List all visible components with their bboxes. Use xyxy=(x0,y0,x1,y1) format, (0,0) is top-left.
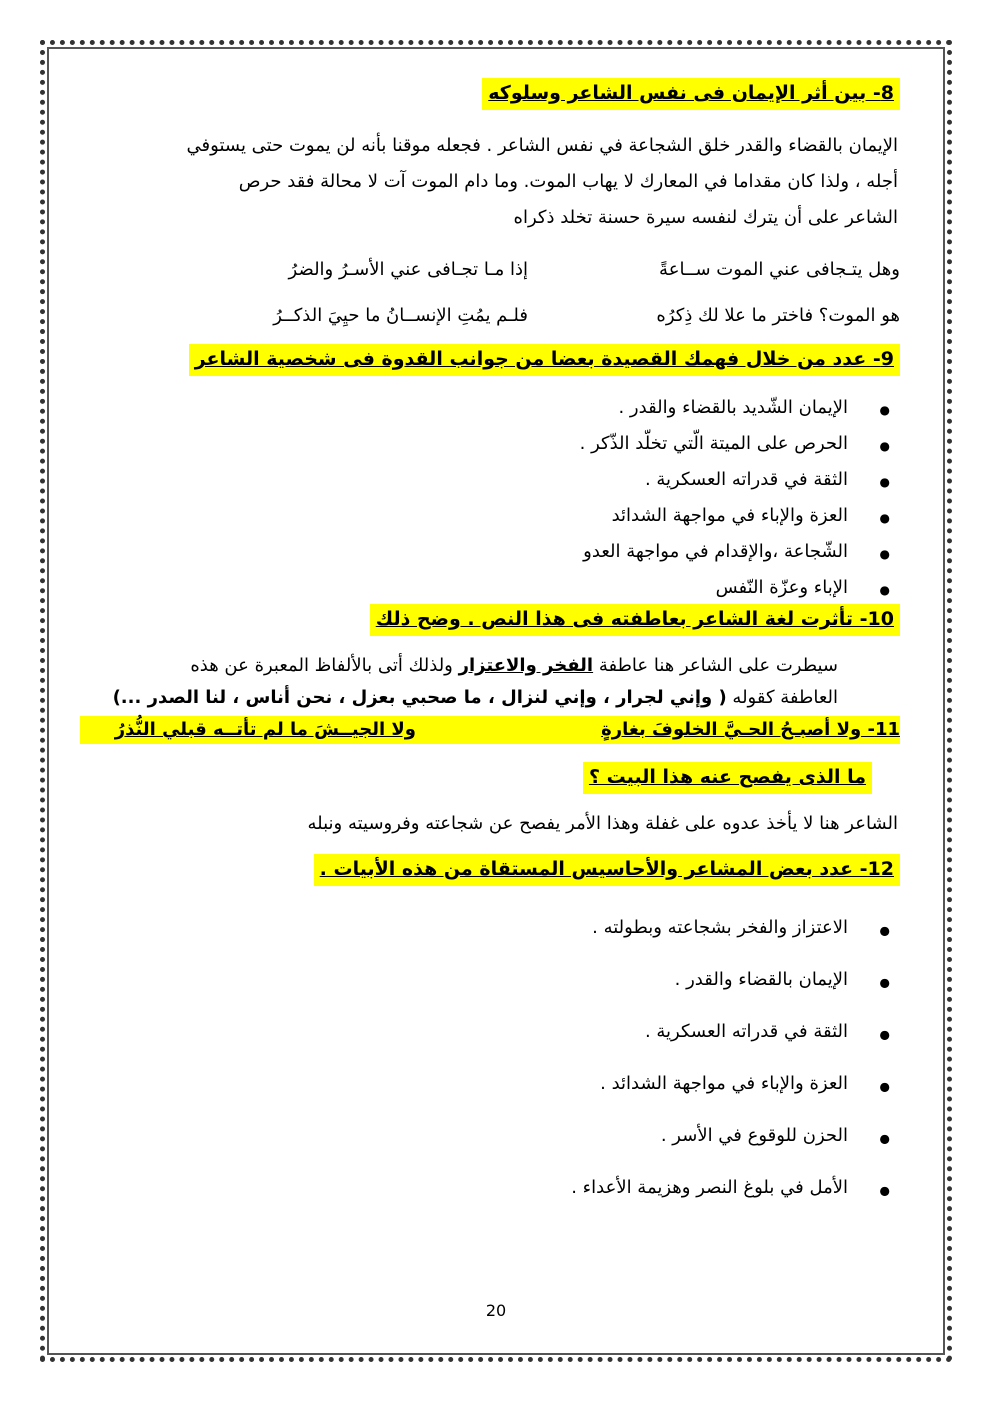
q8-answer xyxy=(88,128,900,236)
q10-answer xyxy=(88,650,900,714)
q10-heading-row xyxy=(88,604,900,636)
page-content xyxy=(88,78,900,1214)
list-item: ● العزة والإباء في مواجهة الشدائد . xyxy=(88,1058,848,1110)
text-run: العاطفة كقوله xyxy=(732,687,838,708)
list-item: ● الاعتزاز والفخر بشجاعته وبطولته . xyxy=(88,902,848,954)
q12-list xyxy=(88,902,900,1214)
list-item: ● العزة والإباء في مواجهة الشدائد xyxy=(88,498,848,534)
q10-title: 10- تأثرت لغة الشاعر بعاطفته فى هذا النص . وضح ذلك xyxy=(370,604,900,636)
verse-hemistich-left: إذا مـا تجـافى عني الأسـرُ والضرُ xyxy=(288,259,528,280)
q8-answer-line: الإيمان بالقضاء والقدر خلق الشجاعة في نفس الشاعر . فجعله موقنا بأنه لن يموت حتى يستوفي xyxy=(186,135,898,156)
q8-heading-row xyxy=(88,78,900,122)
q8-verse-1 xyxy=(88,258,900,282)
list-item: ● الثقة في قدراته العسكرية . xyxy=(88,1006,848,1058)
q10-answer-line xyxy=(68,682,840,714)
q8-verse-2 xyxy=(88,304,900,328)
text-run: ولذلك أتى بالألفاظ المعبرة عن هذه xyxy=(190,655,453,676)
emphasis-text: ( وإني لجرار ، وإني لنزال ، ما صحبي بعزل ، نحن أناس ، لنا الصدر ...) xyxy=(112,687,727,708)
verse-hemistich-left: ولا الجيــشَ ما لم تأتــه قبلي النُّذرُ xyxy=(114,719,416,740)
verse-hemistich-left: فلـم يمُتِ الإنســانُ ما حيِيَ الذكــرُ xyxy=(273,305,528,326)
q11-verse xyxy=(80,716,900,744)
q12-title: 12- عدد بعض المشاعر والأحاسيس المستقاة من هذه الأبيات . xyxy=(314,854,900,886)
list-item: ● الإيمان الشّديد بالقضاء والقدر . xyxy=(88,390,848,426)
q11-question-row xyxy=(88,762,900,794)
q11-question: ما الذى يفصح عنه هذا البيت ؟ xyxy=(583,762,872,794)
list-item: ● الأمل في بلوغ النصر وهزيمة الأعداء . xyxy=(88,1162,848,1214)
verse-hemistich-right: وهل يتـجافى عني الموت ســاعةً xyxy=(659,259,900,280)
q9-heading-row xyxy=(88,344,900,376)
verse-hemistich-right: هو الموت؟ فاختر ما علا لك ذِكرُه xyxy=(656,305,900,326)
q9-list xyxy=(88,390,900,606)
q12-heading-row xyxy=(88,854,900,886)
list-item: ● الحزن للوقوع في الأسر . xyxy=(88,1110,848,1162)
text-run: سيطرت على الشاعر هنا عاطفة xyxy=(598,655,838,676)
emphasis-text: الفخر والاعتزار xyxy=(458,655,594,676)
q8-title: 8- بين أثر الإيمان فى نفس الشاعر وسلوكه xyxy=(482,78,900,110)
q8-answer-line: أجله ، ولذا كان مقداما في المعارك لا يهاب الموت. وما دام الموت آت لا محالة فقد حرص xyxy=(238,171,898,192)
q8-answer-line: الشاعر على أن يترك لنفسه سيرة حسنة تخلد ذكراه xyxy=(513,207,898,228)
q10-answer-line xyxy=(88,650,840,682)
q11-answer: الشاعر هنا لا يأخذ عدوه على غفلة وهذا الأمر يفصح عن شجاعته وفروسيته ونبله xyxy=(307,813,898,834)
list-item: ● الإيمان بالقضاء والقدر . xyxy=(88,954,848,1006)
list-item: ● الثقة في قدراته العسكرية . xyxy=(88,462,848,498)
q9-title: 9- عدد من خلال فهمك القصيدة بعضا من جوانب القدوة فى شخصية الشاعر xyxy=(189,344,900,376)
page-number: 20 xyxy=(485,1301,507,1320)
list-item: ● الإباء وعزّة النّفس xyxy=(88,570,848,606)
verse-hemistich-right: 11- ولا أصبـحُ الحـيَّ الخلوفَ بغارةٍ xyxy=(601,719,900,740)
q11-verse-row xyxy=(80,716,900,744)
list-item: ● الحرص على الميتة الّتي تخلّد الذّكر . xyxy=(88,426,848,462)
list-item: ● الشّجاعة ،والإقدام في مواجهة العدو xyxy=(88,534,848,570)
